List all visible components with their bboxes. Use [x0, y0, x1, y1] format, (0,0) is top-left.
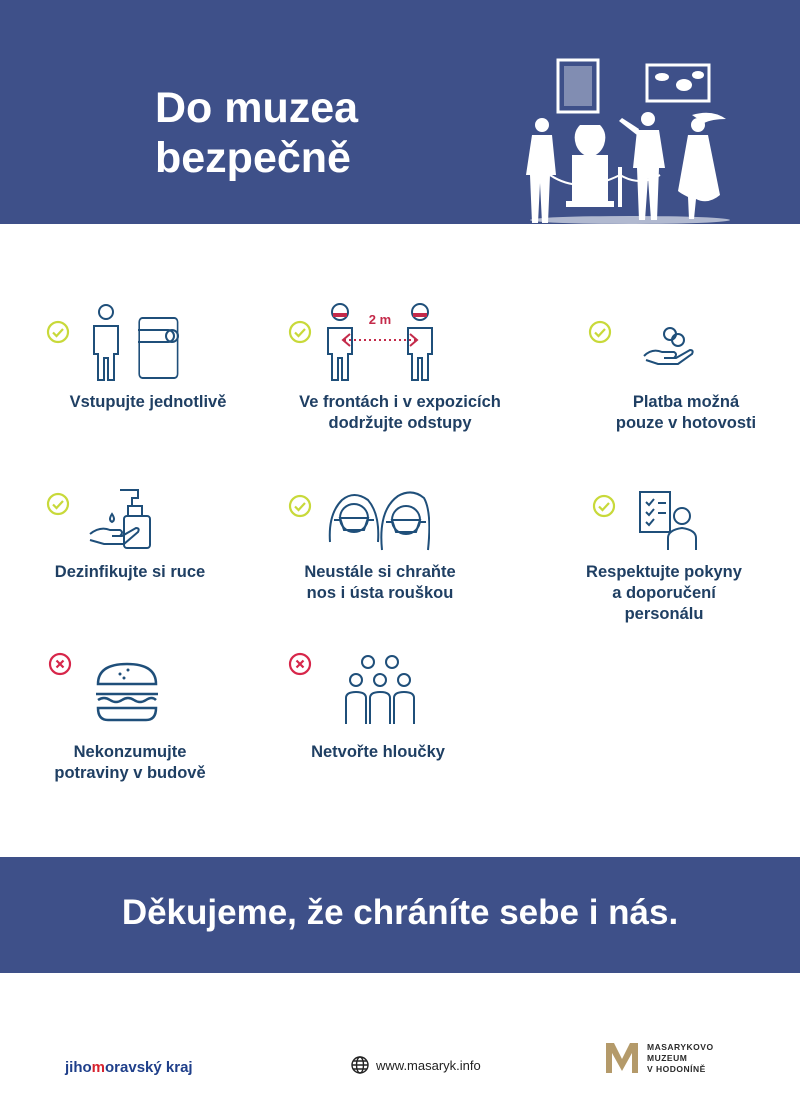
website-link[interactable]	[350, 1055, 481, 1075]
title-line-1: Do muzea	[155, 84, 359, 132]
museum-visitors-illustration	[520, 55, 770, 225]
rule-label-line: Vstupujte jednotlivě	[69, 393, 227, 411]
title-line-2: bezpečně	[155, 134, 351, 182]
region-logo	[65, 1059, 193, 1076]
check-icon	[592, 494, 616, 518]
museum-name-line: MASARYKOVO	[647, 1041, 714, 1052]
rule-label-line: dodržujte odstupy	[328, 414, 472, 432]
thanks-text: Děkujeme, že chráníte sebe i nás.	[121, 893, 679, 932]
coins-hand-icon	[642, 324, 702, 372]
rule-label-line: Dezinfikujte si ruce	[54, 563, 206, 581]
header-banner	[0, 0, 800, 224]
hand-sanitizer-icon	[88, 486, 158, 552]
rule-label-line: pouze v hotovosti	[615, 414, 757, 432]
rule-label-line: nos i ústa rouškou	[306, 584, 454, 602]
region-logo-part: jiho	[65, 1059, 92, 1076]
museum-name	[647, 1042, 714, 1075]
face-masks-icon	[326, 490, 430, 552]
burger-icon	[94, 660, 160, 724]
museum-name-line: MUZEUM	[647, 1052, 688, 1063]
rule-label-line: Neustále si chraňte	[304, 563, 456, 581]
museum-name-line: V HODONÍNĚ	[647, 1063, 706, 1074]
check-icon	[46, 320, 70, 344]
museum-logo	[603, 1039, 714, 1077]
rule-label-line: Respektujte pokyny	[586, 563, 742, 581]
museum-monogram-icon	[603, 1039, 641, 1077]
footer	[0, 973, 800, 1097]
distance-2m-icon	[322, 302, 440, 382]
person-door-handle-icon	[88, 302, 198, 382]
distance-label: 2 m	[368, 312, 392, 327]
page-title	[155, 83, 358, 183]
check-icon	[46, 492, 70, 516]
check-icon	[288, 320, 312, 344]
globe-icon	[350, 1055, 370, 1075]
checklist-staff-icon	[636, 490, 700, 552]
check-icon	[588, 320, 612, 344]
rule-label-line: Ve frontách i v expozicích	[299, 393, 501, 411]
region-logo-m: m	[91, 1059, 106, 1076]
region-logo-part: oravský kraj	[105, 1059, 193, 1076]
thanks-banner	[0, 857, 800, 973]
rule-label-line: Platba možná	[632, 393, 740, 411]
website-url[interactable]: www.masaryk.info	[376, 1057, 481, 1073]
cross-icon	[288, 652, 312, 676]
check-icon	[288, 494, 312, 518]
rule-label-line: potraviny v budově	[54, 764, 206, 782]
rule-label-line: Nekonzumujte	[73, 743, 187, 761]
cross-icon	[48, 652, 72, 676]
rule-label-line: personálu	[624, 605, 704, 623]
rules-grid	[0, 224, 800, 856]
rule-label-line: a doporučení	[612, 584, 716, 602]
rule-label-line: Netvořte hloučky	[311, 743, 445, 761]
group-icon	[344, 654, 416, 726]
